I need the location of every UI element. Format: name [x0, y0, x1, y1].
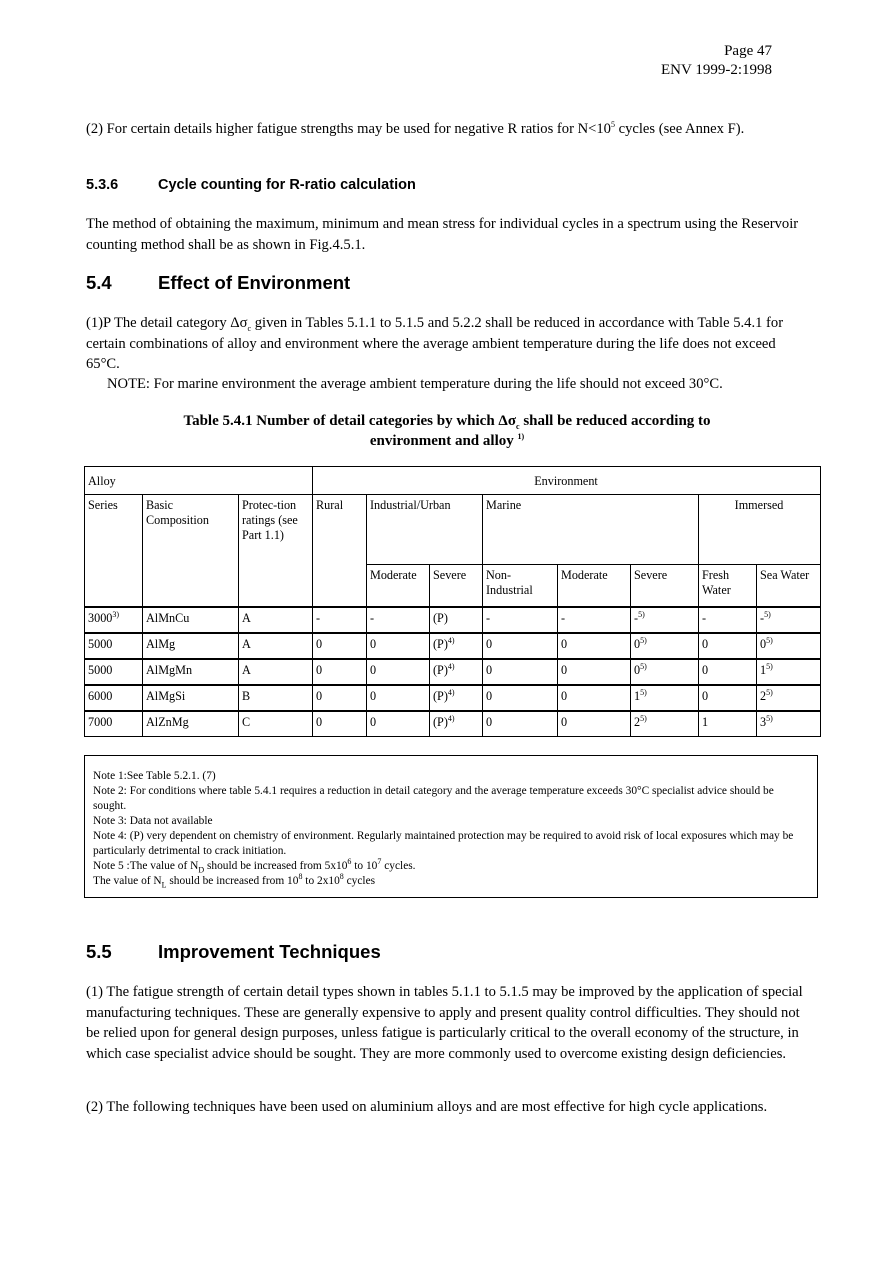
- header-sea-water: Sea Water: [757, 565, 821, 607]
- paragraph-environment: (1)P The detail category $\Delta\sigma_c$ given in Tables 5.1.1 to 5.1.5 and 5.2.2 shall be reduced in accordance with Table 5.4.1 for certain combinations of alloy and environment where the average ambient temperature during the life does not exceed 65°C.: [86, 315, 784, 372]
- paragraph-improvement-1: (1) The fatigue strength of certain detail types shown in tables 5.1.1 to 5.1.5 may be improved by the application of special manufacturing techniques. These are generally expensive to apply and present quality control difficulties. They should not be relied upon for general design purposes, unless fatigue is particularly critical to the overall economy of the structure, in which case specialist advice should be sought. They are more commonly used to overcome existing design deficiencies.: [86, 984, 803, 1062]
- table-title: Table 5.4.1 Number of detail categories by which $\Delta\sigma_c$ shall be reduced according to environment and alloy $^{1)}$: [183, 413, 711, 449]
- header-industrial: Industrial/Urban: [367, 495, 483, 565]
- header-moderate: Moderate: [367, 565, 430, 607]
- header-fresh-water: Fresh Water: [699, 565, 757, 607]
- document-id: ENV 1999-2:1998: [661, 62, 772, 78]
- table-row: 3000$^{3)}$ AlMnCu A - - (P) - - -$^{5)}$ - -$^{5)}$: [85, 607, 821, 633]
- header-severe: Severe: [430, 565, 483, 607]
- table-row: 7000 AlZnMg C 0 0 $(P)^{4)}$ 0 0 2$^{5)}$ 1 3$^{5)}$: [85, 711, 821, 737]
- table-row: 5000 AlMg A 0 0 $(P)^{4)}$ 0 0 0$^{5)}$ 0 0$^{5)}$: [85, 633, 821, 659]
- page-header: [661, 42, 772, 80]
- header-immersed: Immersed: [699, 495, 821, 565]
- header-alloy: Alloy: [85, 467, 313, 495]
- header-marine-moderate: Moderate: [558, 565, 631, 607]
- section-heading-5-5: 5.5 Improvement Techniques: [86, 941, 381, 962]
- section-heading-5-3-6: 5.3.6 Cycle counting for R-ratio calculation: [86, 177, 416, 193]
- page-number: Page 47: [724, 43, 772, 59]
- header-series: Series: [85, 495, 143, 607]
- paragraph-improvement-2: (2) The following techniques have been used on aluminium alloys and are most effective for high cycle applications.: [86, 1099, 768, 1115]
- header-basic-composition: Basic Composition: [143, 495, 239, 607]
- table-row: 6000 AlMgSi B 0 0 $(P)^{4)}$ 0 0 1$^{5)}$ 0 2$^{5)}$: [85, 685, 821, 711]
- reduction-table: [84, 466, 821, 737]
- header-marine-severe: Severe: [631, 565, 699, 607]
- section-heading-5-4: 5.4 Effect of Environment: [86, 272, 351, 293]
- header-rural: Rural: [313, 495, 367, 607]
- note-marine: NOTE: For marine environment the average ambient temperature during the life should not exceed 30°C.: [107, 376, 723, 392]
- table-notes: Note 1:See Table 5.2.1. (7) Note 2: For conditions where table 5.4.1 requires a reduction in detail category and the average temperature exceeds 30°C specialist advice should be sought. Note 3: Data not available Note 4: (P) very dependent on chemistry of environment. Regularly maintained protection may be required to avoid risk of local exposures which may be particularly detrimental to crack initiation. Note 5 :The value of $N_D$ should be increased from $5x10^6$ to $10^7$ cycles. The value of $N_L$ should be increased from $10^8$ to $2x10^8$ cycles: [84, 755, 818, 898]
- header-marine: Marine: [483, 495, 699, 565]
- paragraph-r-ratio: (2) For certain details higher fatigue strengths may be used for negative R ratios for $N<10^5$ cycles (see Annex F).: [86, 120, 745, 137]
- header-protection: Protec-tion ratings (see Part 1.1): [239, 495, 313, 607]
- paragraph-cycle-counting: The method of obtaining the maximum, minimum and mean stress for individual cycles in a spectrum using the Reservoir counting method shall be as shown in Fig.4.5.1.: [86, 216, 799, 253]
- table-row: 5000 AlMgMn A 0 0 $(P)^{4)}$ 0 0 0$^{5)}$ 0 1$^{5)}$: [85, 659, 821, 685]
- header-non-industrial: Non-Industrial: [483, 565, 558, 607]
- header-environment: Environment: [313, 467, 821, 495]
